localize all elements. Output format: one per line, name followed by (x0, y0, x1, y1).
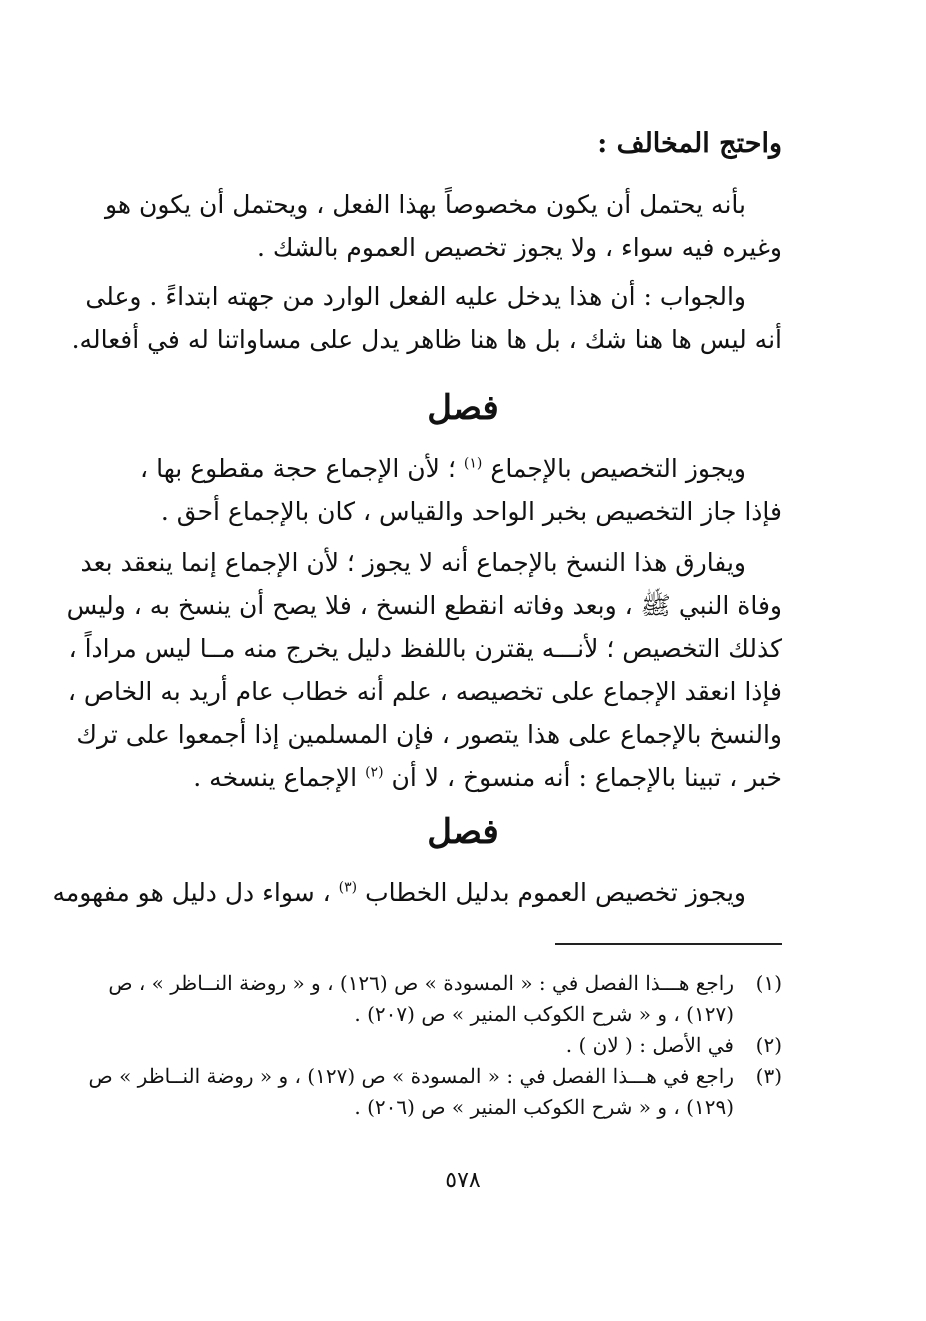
footnote-line: راجع في هـــذا الفصل في : « المسودة » ص (١٢٧) ، و « روضة النــاظر » ص (88, 1064, 734, 1088)
paragraph-line: والجواب : أن هذا يدخل عليه الفعل الوارد من جهته ابتداءً . وعلى (85, 282, 746, 311)
paragraph-4 (66, 541, 782, 799)
paragraph-3 (140, 447, 782, 533)
page-number: ٥٧٨ (445, 1168, 481, 1193)
paragraph-line: وفاة النبي ﷺ ، وبعد وفاته انقطع النسخ ، فلا يصح أن ينسخ به ، وليس (66, 591, 782, 620)
paragraph-2 (71, 275, 782, 361)
text-segment: ؛ لأن الإجماع حجة مقطوع بها ، (140, 454, 456, 483)
paragraph-line: وغيره فيه سواء ، ولا يجوز تخصيص العموم بالشك . (257, 233, 782, 262)
text-segment: الإجماع ينسخه . (193, 763, 358, 792)
footnote-ref: (٣) (338, 879, 358, 896)
paragraph-1 (104, 183, 782, 269)
footnote-line: (١٢٧) ، و « شرح الكوكب المنير » ص (٢٠٧) . (354, 1002, 734, 1026)
footnote-ref: (٢) (365, 764, 384, 781)
footnote (108, 968, 782, 1030)
text-segment: خبر ، تبينا بالإجماع : أنه منسوخ ، لا أن (391, 763, 782, 792)
text-segment: ، سواء دل دليل هو مفهومه (52, 878, 331, 907)
footnote-number: (٢) (755, 1033, 782, 1057)
paragraph-line (52, 871, 782, 914)
footnotes (88, 968, 782, 1123)
footnote (88, 1061, 782, 1123)
paragraph-5 (52, 871, 782, 914)
paragraph-line (140, 756, 782, 799)
paragraph-line: كذلك التخصيص ؛ لأنـــه يقترن باللفظ دليل يخرج منه مــا ليس مراداً ، (68, 634, 782, 663)
text-segment: ويجوز تخصيص العموم بدليل الخطاب (365, 878, 746, 907)
footnote-separator (555, 943, 782, 945)
footnote-number: (٣) (755, 1064, 782, 1088)
footnote-line: راجع هـــذا الفصل في : « المسودة » ص (١٢٦) ، و « روضة النــاظر » ، ص (108, 971, 734, 995)
paragraph-line: والنسخ بالإجماع على هذا يتصور ، فإن المسلمين إذا أجمعوا على ترك (76, 720, 782, 749)
paragraph-line: فإذا انعقد الإجماع على تخصيصه ، علم أنه خطاب عام أريد به الخاص ، (67, 677, 782, 706)
footnote-number: (١) (755, 971, 782, 995)
section-title: فصل (427, 388, 499, 428)
heading-opponent-argument: واحتج المخالف : (597, 128, 782, 159)
paragraph-line: ويفارق هذا النسخ بالإجماع أنه لا يجوز ؛ لأن الإجماع إنما ينعقد بعد (80, 548, 746, 577)
section-title: فصل (427, 812, 499, 852)
footnote-line: في الأصل : ( لان ) . (565, 1033, 734, 1057)
footnote-ref: (١) (463, 455, 483, 472)
footnote (140, 1030, 782, 1061)
paragraph-line: فإذا جاز التخصيص بخبر الواحد والقياس ، كان بالإجماع أحق . (160, 497, 782, 526)
paragraph-line: بأنه يحتمل أن يكون مخصوصاً بهذا الفعل ، ويحتمل أن يكون هو (104, 190, 746, 219)
text-segment: ويجوز التخصيص بالإجماع (490, 454, 746, 483)
paragraph-line: أنه ليس ها هنا شك ، بل ها هنا ظاهر يدل على مساواتنا له في أفعاله. (71, 325, 782, 354)
footnote-line: (١٢٩) ، و « شرح الكوكب المنير » ص (٢٠٦) . (354, 1095, 734, 1119)
paragraph-line (140, 447, 782, 490)
